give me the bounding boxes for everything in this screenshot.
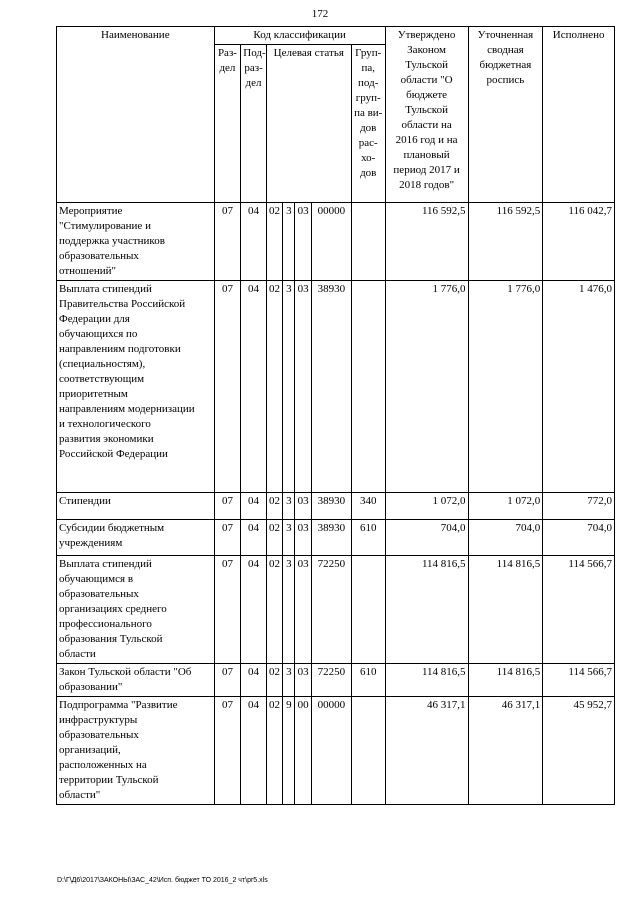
cell-target-subprogram: 3 bbox=[283, 203, 295, 281]
table-row bbox=[57, 664, 615, 697]
cell-target-direction: 00000 bbox=[311, 203, 351, 281]
cell-podrazdel: 04 bbox=[241, 664, 267, 697]
header-executed: Исполнено bbox=[543, 27, 615, 203]
table-row bbox=[57, 281, 615, 493]
cell-razdel: 07 bbox=[214, 281, 241, 493]
cell-target-subprogram: 3 bbox=[283, 556, 295, 664]
cell-name: Стипендии bbox=[57, 493, 215, 520]
budget-table bbox=[56, 26, 615, 805]
cell-name: Субсидии бюджетным учреждениям bbox=[57, 520, 215, 556]
header-razdel: Раз- дел bbox=[214, 45, 241, 203]
cell-refined: 1 072,0 bbox=[468, 493, 543, 520]
table-row bbox=[57, 556, 615, 664]
cell-podrazdel: 04 bbox=[241, 697, 267, 805]
cell-razdel: 07 bbox=[214, 664, 241, 697]
cell-target-event: 03 bbox=[295, 556, 311, 664]
cell-razdel: 07 bbox=[214, 556, 241, 664]
cell-refined: 1 776,0 bbox=[468, 281, 543, 493]
cell-vid bbox=[351, 203, 385, 281]
table-row bbox=[57, 697, 615, 805]
cell-razdel: 07 bbox=[214, 697, 241, 805]
cell-target-event: 03 bbox=[295, 664, 311, 697]
header-refined: Уточненная сводная бюджетная роспись bbox=[468, 27, 543, 203]
cell-approved: 1 776,0 bbox=[385, 281, 468, 493]
cell-approved: 704,0 bbox=[385, 520, 468, 556]
cell-target-event: 03 bbox=[295, 520, 311, 556]
cell-target-program: 02 bbox=[266, 697, 282, 805]
cell-target-program: 02 bbox=[266, 203, 282, 281]
cell-refined: 116 592,5 bbox=[468, 203, 543, 281]
header-target: Целевая статья bbox=[266, 45, 351, 203]
cell-target-subprogram: 9 bbox=[283, 697, 295, 805]
cell-target-direction: 38930 bbox=[311, 493, 351, 520]
cell-approved: 114 816,5 bbox=[385, 664, 468, 697]
cell-executed: 45 952,7 bbox=[543, 697, 615, 805]
cell-name: Подпрограмма "Развитие инфраструктуры образовательных организаций, расположенных на территории Тульской области" bbox=[57, 697, 215, 805]
cell-vid: 610 bbox=[351, 664, 385, 697]
cell-target-direction: 72250 bbox=[311, 556, 351, 664]
cell-target-event: 00 bbox=[295, 697, 311, 805]
footer-file-path: D:\Г\Д6\2017\ЗАКОНЫ\ЗАС_42\Исп. бюджет ТО 2016_2 чт\pr5.xls bbox=[57, 877, 268, 884]
cell-target-program: 02 bbox=[266, 281, 282, 493]
cell-executed: 114 566,7 bbox=[543, 556, 615, 664]
cell-target-program: 02 bbox=[266, 556, 282, 664]
cell-target-event: 03 bbox=[295, 493, 311, 520]
cell-target-direction: 00000 bbox=[311, 697, 351, 805]
table-body bbox=[57, 203, 615, 805]
cell-target-event: 03 bbox=[295, 203, 311, 281]
cell-vid bbox=[351, 556, 385, 664]
cell-target-subprogram: 3 bbox=[283, 281, 295, 493]
cell-name: Выплата стипендий Правительства Российской Федерации для обучающихся по направлениям подготовки (специальностям), соответствующим приоритетным направлениям модернизации и технологического развития экономики Российской Федерации bbox=[57, 281, 215, 493]
cell-name: Закон Тульской области "Об образовании" bbox=[57, 664, 215, 697]
cell-target-direction: 38930 bbox=[311, 281, 351, 493]
header-name: Наименование bbox=[57, 27, 215, 203]
header-vid: Груп- па, под- груп- па ви- дов рас- хо- дов bbox=[351, 45, 385, 203]
cell-name: Мероприятие "Стимулирование и поддержка участников образовательных отношений" bbox=[57, 203, 215, 281]
cell-target-program: 02 bbox=[266, 493, 282, 520]
cell-executed: 116 042,7 bbox=[543, 203, 615, 281]
header-podrazdel: Под- раз- дел bbox=[241, 45, 267, 203]
cell-executed: 772,0 bbox=[543, 493, 615, 520]
cell-podrazdel: 04 bbox=[241, 203, 267, 281]
table-row bbox=[57, 520, 615, 556]
cell-target-program: 02 bbox=[266, 664, 282, 697]
cell-approved: 1 072,0 bbox=[385, 493, 468, 520]
cell-razdel: 07 bbox=[214, 520, 241, 556]
cell-vid: 340 bbox=[351, 493, 385, 520]
cell-executed: 704,0 bbox=[543, 520, 615, 556]
header-code-group: Код классификации bbox=[214, 27, 385, 45]
page-number: 172 bbox=[311, 8, 329, 20]
cell-refined: 46 317,1 bbox=[468, 697, 543, 805]
cell-vid bbox=[351, 697, 385, 805]
cell-executed: 114 566,7 bbox=[543, 664, 615, 697]
cell-razdel: 07 bbox=[214, 203, 241, 281]
cell-razdel: 07 bbox=[214, 493, 241, 520]
cell-refined: 114 816,5 bbox=[468, 664, 543, 697]
cell-name: Выплата стипендий обучающимся в образовательных организациях среднего профессионального образования Тульской области bbox=[57, 556, 215, 664]
cell-vid bbox=[351, 281, 385, 493]
cell-podrazdel: 04 bbox=[241, 493, 267, 520]
cell-target-direction: 72250 bbox=[311, 664, 351, 697]
cell-executed: 1 476,0 bbox=[543, 281, 615, 493]
header-approved: Утверждено Законом Тульской области "О бюджете Тульской области на 2016 год и на плановый период 2017 и 2018 годов" bbox=[385, 27, 468, 203]
cell-refined: 704,0 bbox=[468, 520, 543, 556]
table-row bbox=[57, 493, 615, 520]
cell-vid: 610 bbox=[351, 520, 385, 556]
cell-target-subprogram: 3 bbox=[283, 493, 295, 520]
cell-podrazdel: 04 bbox=[241, 520, 267, 556]
cell-target-event: 03 bbox=[295, 281, 311, 493]
cell-approved: 46 317,1 bbox=[385, 697, 468, 805]
cell-approved: 116 592,5 bbox=[385, 203, 468, 281]
cell-target-subprogram: 3 bbox=[283, 520, 295, 556]
cell-approved: 114 816,5 bbox=[385, 556, 468, 664]
cell-podrazdel: 04 bbox=[241, 556, 267, 664]
cell-target-subprogram: 3 bbox=[283, 664, 295, 697]
cell-podrazdel: 04 bbox=[241, 281, 267, 493]
cell-refined: 114 816,5 bbox=[468, 556, 543, 664]
cell-target-direction: 38930 bbox=[311, 520, 351, 556]
table-row bbox=[57, 203, 615, 281]
cell-target-program: 02 bbox=[266, 520, 282, 556]
